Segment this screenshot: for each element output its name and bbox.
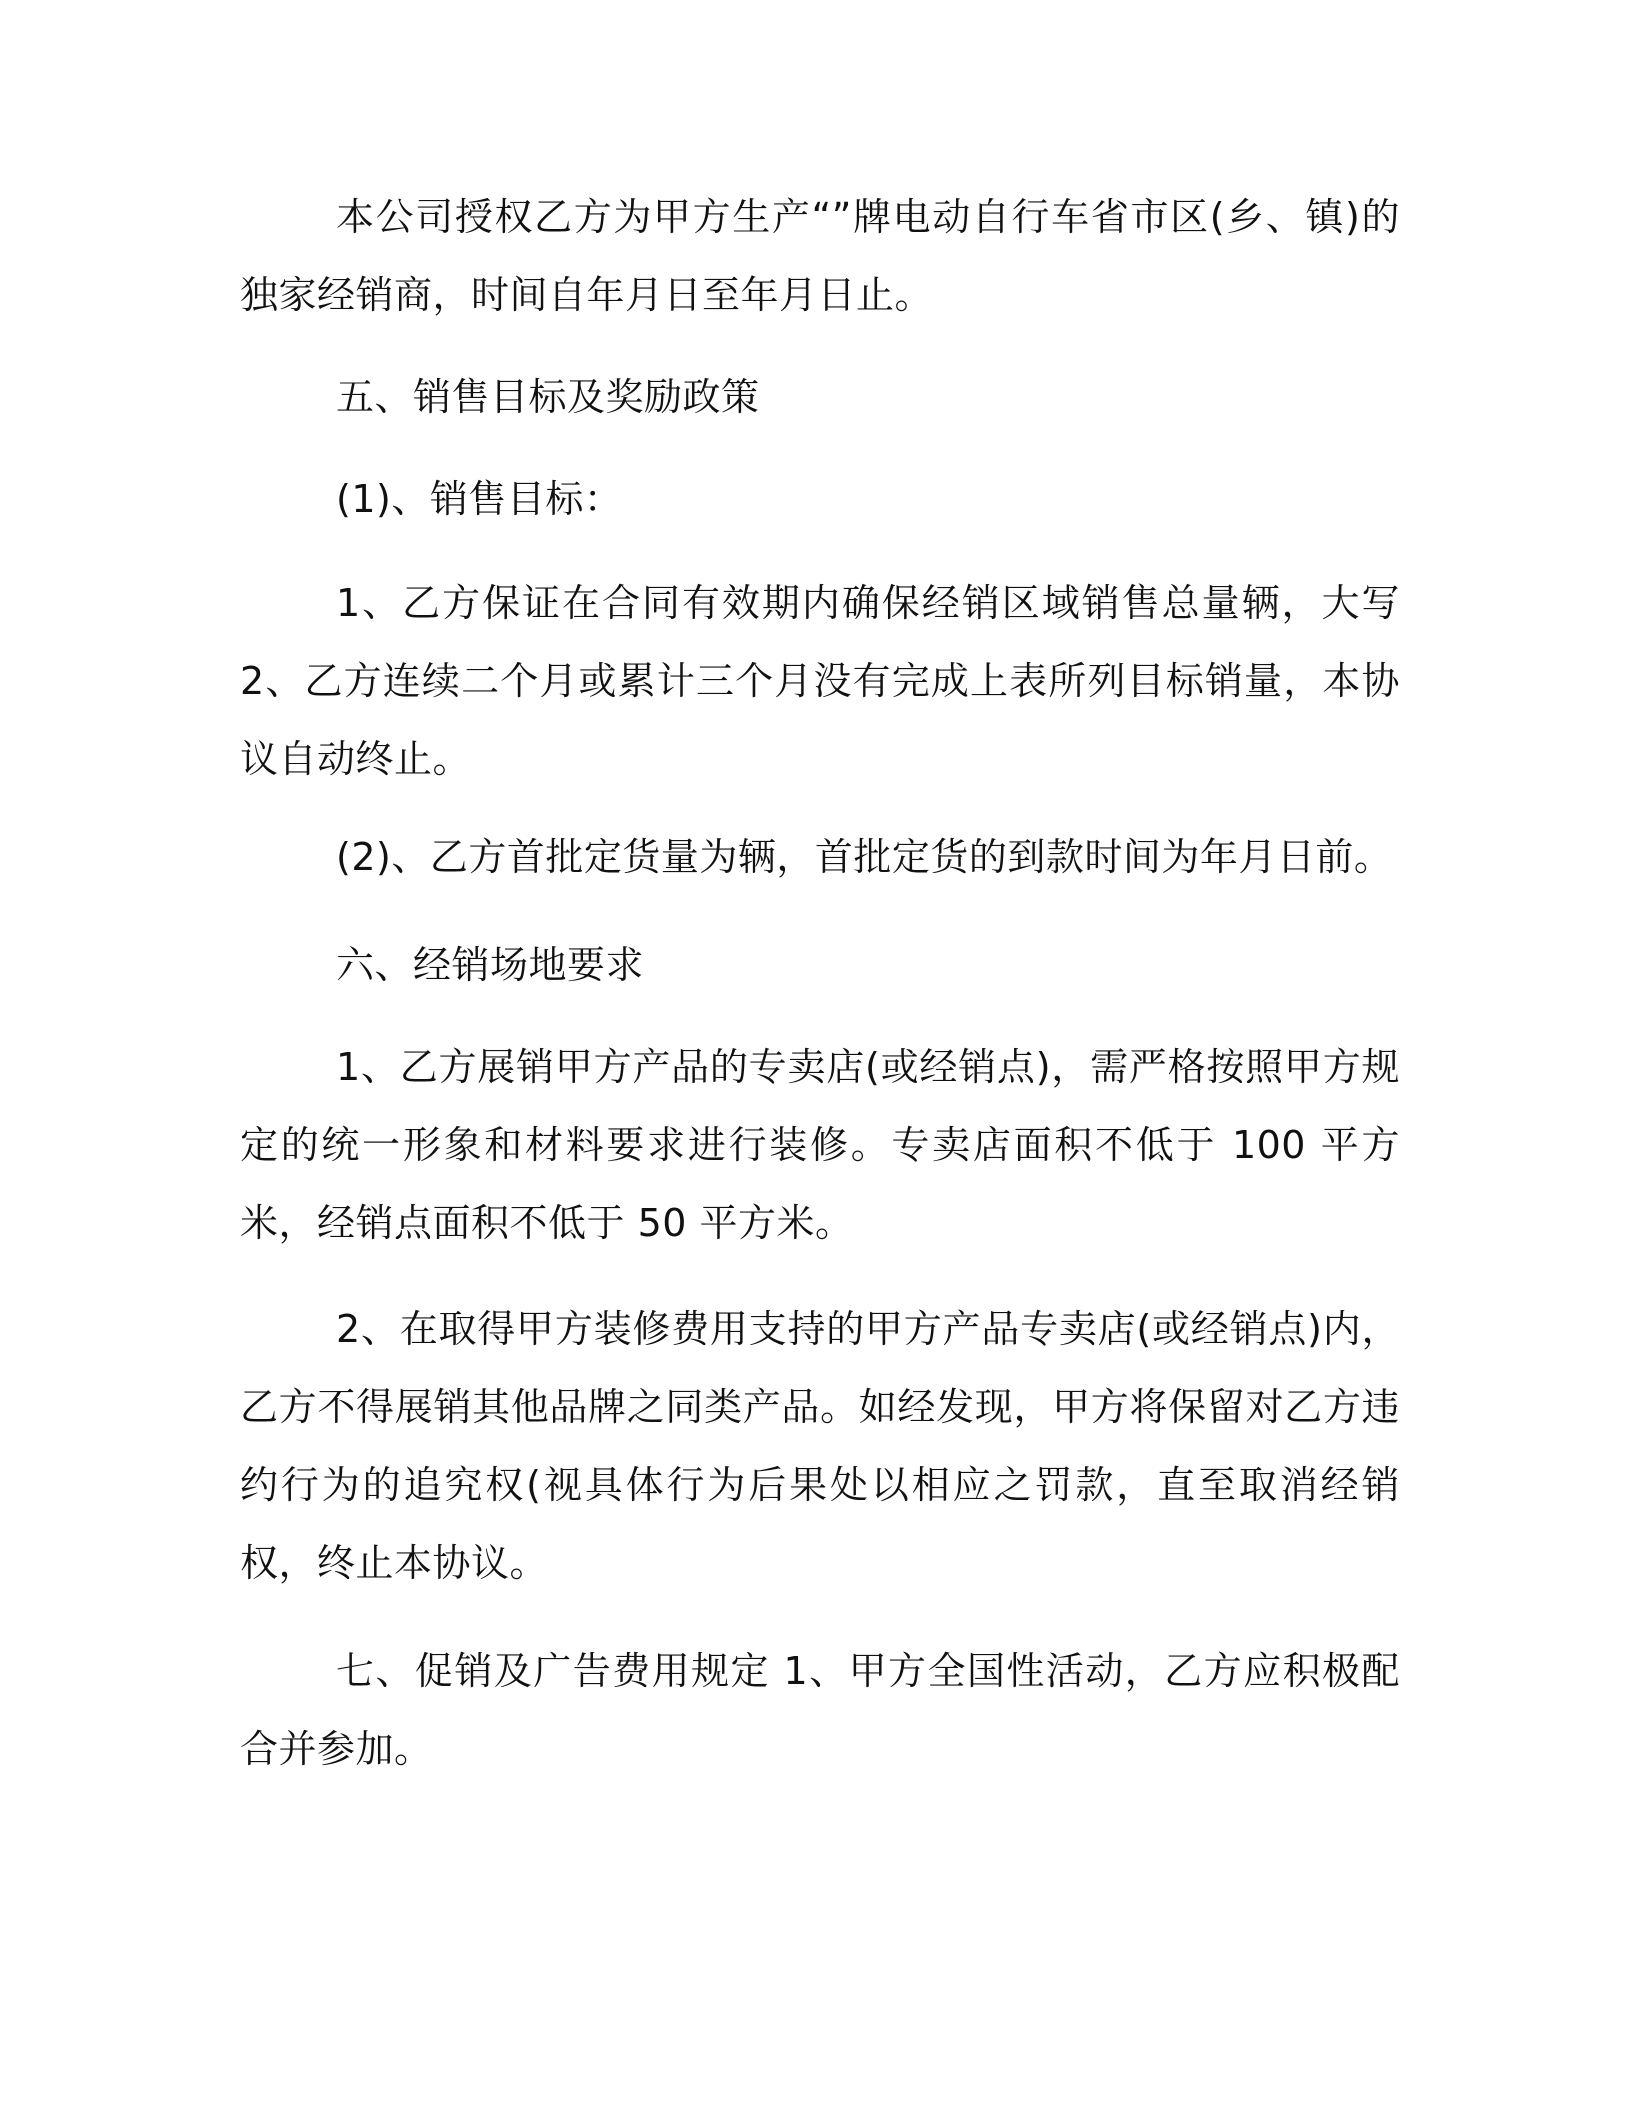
- paragraph-store-decoration: 1、乙方展销甲方产品的专卖店(或经销点)，需严格按照甲方规定的统一形象和材料要求进行装修。专卖店面积不低于 100 平方米，经销点面积不低于 50 平方米。: [240, 1045, 1400, 1245]
- paragraph-first-order: (2)、乙方首批定货量为辆，首批定货的到款时间为年月日前。: [336, 835, 1393, 879]
- subheading-sales-target: (1)、销售目标：: [336, 477, 623, 521]
- paragraph-promotion-advertising: 七、促销及广告费用规定 1、甲方全国性活动，乙方应积极配合并参加。: [240, 1649, 1400, 1771]
- section-heading-sales-targets: 五、销售目标及奖励政策: [336, 375, 760, 419]
- paragraph-exclusive-display: 2、在取得甲方装修费用支持的甲方产品专卖店(或经销点)内，乙方不得展销其他品牌之同类产品。如经发现，甲方将保留对乙方违约行为的追究权(视具体行为后果处以相应之罚款，直至取消经销权，终止本协议。: [240, 1307, 1400, 1585]
- paragraph-exclusive-dealer-authorization: 本公司授权乙方为甲方生产“”牌电动自行车省市区(乡、镇)的独家经销商，时间自年月日至年月日止。: [240, 195, 1400, 317]
- section-heading-venue-requirements: 六、经销场地要求: [336, 943, 645, 987]
- paragraph-sales-volume-guarantee: 1、乙方保证在合同有效期内确保经销区域销售总量辆，大写 2、乙方连续二个月或累计三个月没有完成上表所列目标销量，本协议自动终止。: [240, 581, 1400, 781]
